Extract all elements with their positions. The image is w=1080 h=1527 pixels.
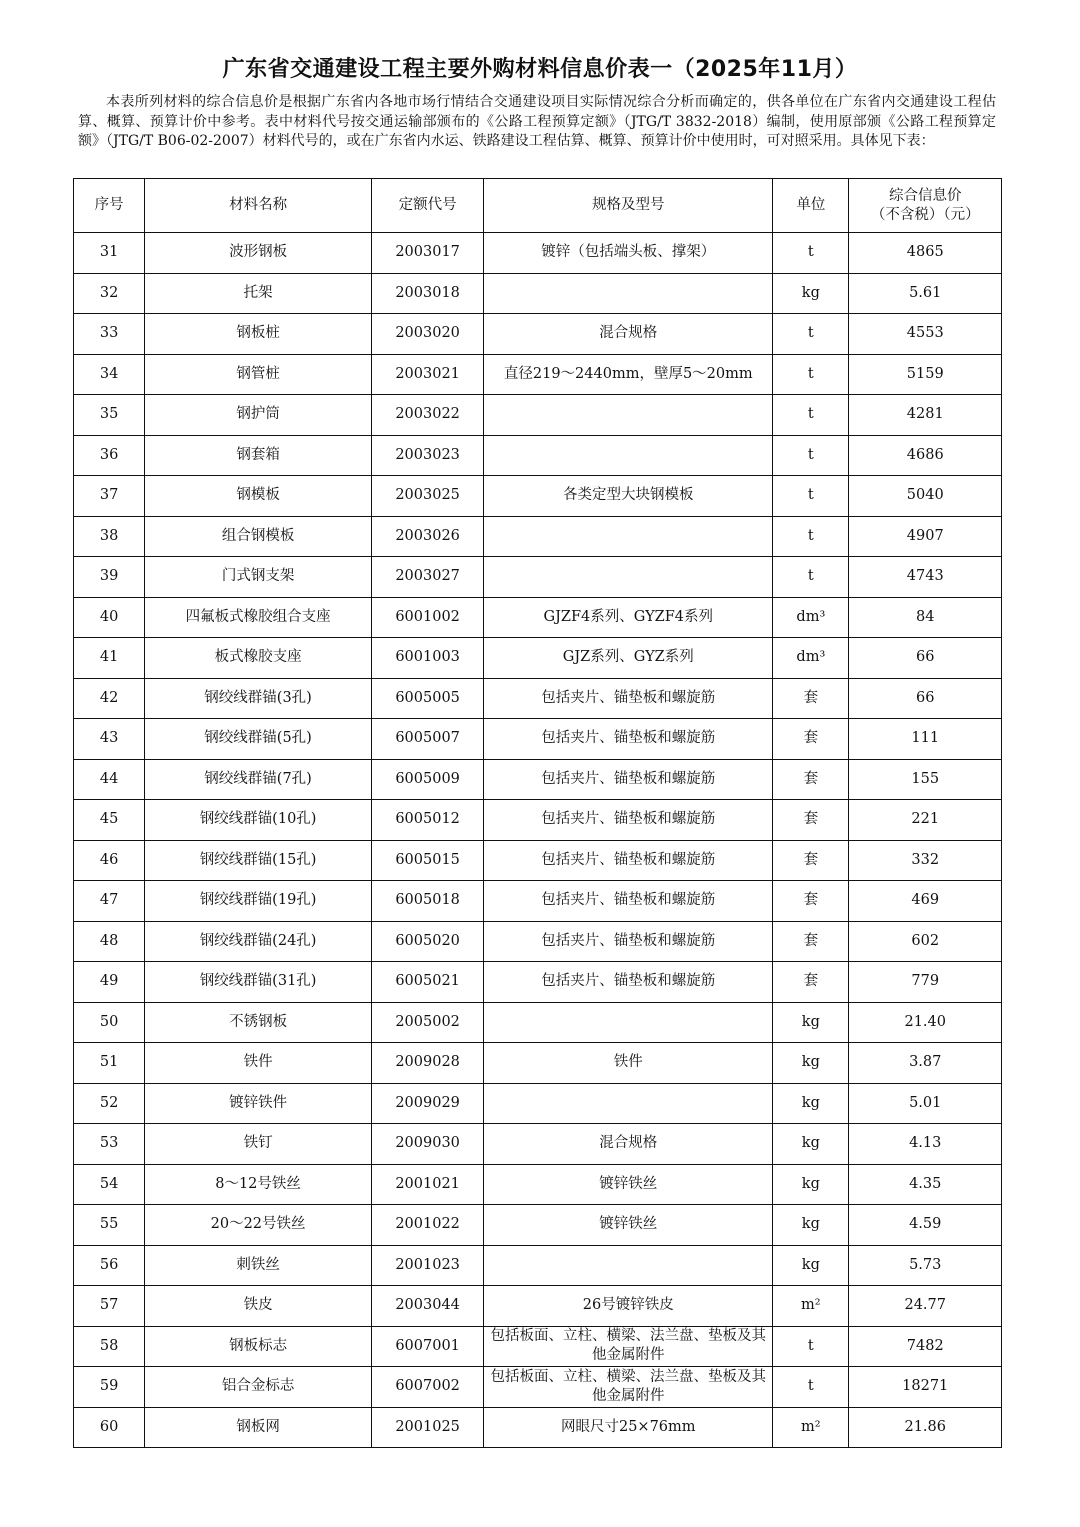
header-price-line2: （不含税）（元） bbox=[870, 206, 980, 223]
cell-unit: t bbox=[773, 354, 849, 395]
cell-unit: kg bbox=[773, 1124, 849, 1165]
cell-spec: 镀锌铁丝 bbox=[484, 1164, 773, 1205]
cell-code: 6001003 bbox=[371, 638, 483, 679]
cell-unit: 套 bbox=[773, 678, 849, 719]
intro-paragraph: 本表所列材料的综合信息价是根据广东省内各地市场行情结合交通建设项目实际情况综合分析而确定的，供各单位在广东省内交通建设工程估算、概算、预算计价中参考。表中材料代号按交通运输部颁布的《公路工程预算定额》（JTG/T 3832-2018）编制，使用原部颁《公路工程预算定额》（JTG/T B06-02-2007）材料代号的，或在广东省内水运、铁路建设工程估算、概算、预算计价中使用时，可对照采用。具体见下表： bbox=[78, 94, 996, 149]
cell-name: 钢板网 bbox=[145, 1407, 372, 1448]
cell-no: 44 bbox=[74, 759, 145, 800]
cell-price: 5.01 bbox=[849, 1083, 1002, 1124]
table-row bbox=[74, 1245, 1002, 1286]
cell-unit: kg bbox=[773, 1245, 849, 1286]
cell-code: 2009029 bbox=[371, 1083, 483, 1124]
cell-unit: kg bbox=[773, 1164, 849, 1205]
cell-spec: 铁件 bbox=[484, 1043, 773, 1084]
cell-code: 2005002 bbox=[371, 1002, 483, 1043]
cell-name: 铝合金标志 bbox=[145, 1367, 372, 1408]
cell-spec: 各类定型大块钢模板 bbox=[484, 476, 773, 517]
cell-spec: 包括夹片、锚垫板和螺旋筋 bbox=[484, 881, 773, 922]
cell-name: 钢绞线群锚(7孔) bbox=[145, 759, 372, 800]
cell-price: 4865 bbox=[849, 233, 1002, 274]
cell-unit: 套 bbox=[773, 719, 849, 760]
cell-name: 镀锌铁件 bbox=[145, 1083, 372, 1124]
cell-no: 59 bbox=[74, 1367, 145, 1408]
cell-unit: 套 bbox=[773, 881, 849, 922]
cell-price: 221 bbox=[849, 800, 1002, 841]
cell-no: 33 bbox=[74, 314, 145, 355]
table-row bbox=[74, 314, 1002, 355]
cell-no: 46 bbox=[74, 840, 145, 881]
cell-unit: t bbox=[773, 1326, 849, 1367]
cell-no: 53 bbox=[74, 1124, 145, 1165]
cell-no: 41 bbox=[74, 638, 145, 679]
header-spec: 规格及型号 bbox=[484, 179, 773, 233]
cell-code: 6005007 bbox=[371, 719, 483, 760]
cell-no: 51 bbox=[74, 1043, 145, 1084]
cell-spec: 包括夹片、锚垫板和螺旋筋 bbox=[484, 962, 773, 1003]
table-row bbox=[74, 354, 1002, 395]
table-row bbox=[74, 1083, 1002, 1124]
cell-spec: 26号镀锌铁皮 bbox=[484, 1286, 773, 1327]
cell-name: 刺铁丝 bbox=[145, 1245, 372, 1286]
cell-spec: 网眼尺寸25×76mm bbox=[484, 1407, 773, 1448]
cell-code: 6005015 bbox=[371, 840, 483, 881]
cell-spec bbox=[484, 1083, 773, 1124]
cell-spec: GJZ系列、GYZ系列 bbox=[484, 638, 773, 679]
cell-code: 6005020 bbox=[371, 921, 483, 962]
cell-no: 40 bbox=[74, 597, 145, 638]
cell-no: 58 bbox=[74, 1326, 145, 1367]
table-row bbox=[74, 273, 1002, 314]
cell-unit: t bbox=[773, 314, 849, 355]
cell-spec: 包括板面、立柱、横梁、法兰盘、垫板及其他金属附件 bbox=[484, 1326, 773, 1367]
cell-unit: t bbox=[773, 395, 849, 436]
cell-name: 钢绞线群锚(31孔) bbox=[145, 962, 372, 1003]
cell-spec bbox=[484, 435, 773, 476]
cell-name: 板式橡胶支座 bbox=[145, 638, 372, 679]
cell-no: 45 bbox=[74, 800, 145, 841]
header-price-line1: 综合信息价 bbox=[888, 187, 962, 204]
cell-code: 6007001 bbox=[371, 1326, 483, 1367]
cell-no: 36 bbox=[74, 435, 145, 476]
cell-unit: t bbox=[773, 435, 849, 476]
cell-code: 2001022 bbox=[371, 1205, 483, 1246]
cell-price: 5040 bbox=[849, 476, 1002, 517]
page-title: 广东省交通建设工程主要外购材料信息价表一（2025年11月） bbox=[222, 57, 858, 82]
cell-price: 24.77 bbox=[849, 1286, 1002, 1327]
table-row bbox=[74, 476, 1002, 517]
cell-unit: 套 bbox=[773, 921, 849, 962]
cell-price: 4.59 bbox=[849, 1205, 1002, 1246]
table-row bbox=[74, 678, 1002, 719]
cell-code: 6005021 bbox=[371, 962, 483, 1003]
cell-no: 55 bbox=[74, 1205, 145, 1246]
cell-unit: kg bbox=[773, 1043, 849, 1084]
cell-name: 托架 bbox=[145, 273, 372, 314]
cell-price: 155 bbox=[849, 759, 1002, 800]
cell-spec: 包括夹片、锚垫板和螺旋筋 bbox=[484, 921, 773, 962]
cell-spec: 包括夹片、锚垫板和螺旋筋 bbox=[484, 840, 773, 881]
cell-code: 2003020 bbox=[371, 314, 483, 355]
header-unit: 单位 bbox=[773, 179, 849, 233]
cell-price: 4907 bbox=[849, 516, 1002, 557]
header-no: 序号 bbox=[74, 179, 145, 233]
cell-price: 5.61 bbox=[849, 273, 1002, 314]
cell-spec: 包括夹片、锚垫板和螺旋筋 bbox=[484, 678, 773, 719]
cell-code: 6005005 bbox=[371, 678, 483, 719]
cell-no: 37 bbox=[74, 476, 145, 517]
cell-price: 18271 bbox=[849, 1367, 1002, 1408]
cell-price: 111 bbox=[849, 719, 1002, 760]
cell-price: 5.73 bbox=[849, 1245, 1002, 1286]
cell-code: 2003018 bbox=[371, 273, 483, 314]
cell-spec bbox=[484, 557, 773, 598]
cell-code: 6005009 bbox=[371, 759, 483, 800]
cell-price: 4281 bbox=[849, 395, 1002, 436]
cell-code: 2003025 bbox=[371, 476, 483, 517]
cell-no: 34 bbox=[74, 354, 145, 395]
cell-name: 铁钉 bbox=[145, 1124, 372, 1165]
cell-code: 2009030 bbox=[371, 1124, 483, 1165]
cell-price: 66 bbox=[849, 638, 1002, 679]
table-header-row bbox=[74, 179, 1002, 233]
table-row bbox=[74, 921, 1002, 962]
cell-spec: 镀锌铁丝 bbox=[484, 1205, 773, 1246]
cell-price: 7482 bbox=[849, 1326, 1002, 1367]
cell-no: 60 bbox=[74, 1407, 145, 1448]
cell-name: 波形钢板 bbox=[145, 233, 372, 274]
header-code: 定额代号 bbox=[371, 179, 483, 233]
cell-name: 钢绞线群锚(5孔) bbox=[145, 719, 372, 760]
cell-spec bbox=[484, 1002, 773, 1043]
cell-price: 84 bbox=[849, 597, 1002, 638]
cell-no: 50 bbox=[74, 1002, 145, 1043]
table-row bbox=[74, 516, 1002, 557]
cell-name: 钢模板 bbox=[145, 476, 372, 517]
cell-code: 2003021 bbox=[371, 354, 483, 395]
table-row bbox=[74, 1002, 1002, 1043]
cell-unit: 套 bbox=[773, 759, 849, 800]
table-row bbox=[74, 759, 1002, 800]
table-row bbox=[74, 233, 1002, 274]
cell-spec: 混合规格 bbox=[484, 1124, 773, 1165]
cell-name: 四氟板式橡胶组合支座 bbox=[145, 597, 372, 638]
cell-code: 2009028 bbox=[371, 1043, 483, 1084]
table-row bbox=[74, 1286, 1002, 1327]
cell-price: 332 bbox=[849, 840, 1002, 881]
cell-unit: t bbox=[773, 557, 849, 598]
cell-code: 2003026 bbox=[371, 516, 483, 557]
cell-price: 3.87 bbox=[849, 1043, 1002, 1084]
cell-no: 56 bbox=[74, 1245, 145, 1286]
cell-no: 49 bbox=[74, 962, 145, 1003]
table-row bbox=[74, 557, 1002, 598]
cell-code: 6001002 bbox=[371, 597, 483, 638]
table-row bbox=[74, 1164, 1002, 1205]
cell-name: 铁件 bbox=[145, 1043, 372, 1084]
table-row bbox=[74, 1326, 1002, 1367]
cell-name: 20～22号铁丝 bbox=[145, 1205, 372, 1246]
cell-price: 21.86 bbox=[849, 1407, 1002, 1448]
cell-no: 48 bbox=[74, 921, 145, 962]
table-row bbox=[74, 1407, 1002, 1448]
table-row bbox=[74, 719, 1002, 760]
cell-spec bbox=[484, 395, 773, 436]
cell-name: 钢护筒 bbox=[145, 395, 372, 436]
cell-no: 43 bbox=[74, 719, 145, 760]
header-price bbox=[849, 179, 1002, 233]
cell-no: 32 bbox=[74, 273, 145, 314]
cell-code: 2001023 bbox=[371, 1245, 483, 1286]
cell-code: 2003022 bbox=[371, 395, 483, 436]
cell-spec bbox=[484, 516, 773, 557]
cell-name: 铁皮 bbox=[145, 1286, 372, 1327]
cell-code: 2003044 bbox=[371, 1286, 483, 1327]
table-row bbox=[74, 638, 1002, 679]
cell-name: 钢套箱 bbox=[145, 435, 372, 476]
cell-name: 钢板标志 bbox=[145, 1326, 372, 1367]
cell-code: 6005012 bbox=[371, 800, 483, 841]
cell-spec: 包括夹片、锚垫板和螺旋筋 bbox=[484, 719, 773, 760]
cell-name: 钢板桩 bbox=[145, 314, 372, 355]
cell-unit: t bbox=[773, 516, 849, 557]
cell-unit: m² bbox=[773, 1286, 849, 1327]
table-row bbox=[74, 1367, 1002, 1408]
cell-price: 4743 bbox=[849, 557, 1002, 598]
cell-no: 38 bbox=[74, 516, 145, 557]
table-row bbox=[74, 881, 1002, 922]
cell-unit: 套 bbox=[773, 962, 849, 1003]
table-row bbox=[74, 435, 1002, 476]
cell-name: 8～12号铁丝 bbox=[145, 1164, 372, 1205]
cell-no: 42 bbox=[74, 678, 145, 719]
cell-code: 2003023 bbox=[371, 435, 483, 476]
cell-no: 39 bbox=[74, 557, 145, 598]
cell-unit: dm³ bbox=[773, 638, 849, 679]
cell-name: 组合钢模板 bbox=[145, 516, 372, 557]
cell-no: 31 bbox=[74, 233, 145, 274]
cell-code: 2003027 bbox=[371, 557, 483, 598]
cell-unit: t bbox=[773, 1367, 849, 1408]
cell-spec bbox=[484, 273, 773, 314]
table-row bbox=[74, 1124, 1002, 1165]
cell-spec: 直径219～2440mm，壁厚5～20mm bbox=[484, 354, 773, 395]
header-name: 材料名称 bbox=[145, 179, 372, 233]
cell-code: 2001021 bbox=[371, 1164, 483, 1205]
table-row bbox=[74, 1205, 1002, 1246]
cell-price: 4.35 bbox=[849, 1164, 1002, 1205]
cell-unit: kg bbox=[773, 1083, 849, 1124]
cell-code: 2003017 bbox=[371, 233, 483, 274]
cell-spec: 镀锌（包括端头板、撑架） bbox=[484, 233, 773, 274]
cell-no: 54 bbox=[74, 1164, 145, 1205]
cell-name: 钢绞线群锚(19孔) bbox=[145, 881, 372, 922]
table-body bbox=[74, 233, 1002, 1448]
cell-spec: 包括板面、立柱、横梁、法兰盘、垫板及其他金属附件 bbox=[484, 1367, 773, 1408]
cell-unit: m² bbox=[773, 1407, 849, 1448]
table-row bbox=[74, 840, 1002, 881]
cell-name: 钢绞线群锚(10孔) bbox=[145, 800, 372, 841]
cell-price: 469 bbox=[849, 881, 1002, 922]
cell-code: 6007002 bbox=[371, 1367, 483, 1408]
cell-no: 35 bbox=[74, 395, 145, 436]
cell-spec: 混合规格 bbox=[484, 314, 773, 355]
table-row bbox=[74, 597, 1002, 638]
cell-unit: kg bbox=[773, 1002, 849, 1043]
cell-code: 6005018 bbox=[371, 881, 483, 922]
cell-price: 66 bbox=[849, 678, 1002, 719]
cell-name: 不锈钢板 bbox=[145, 1002, 372, 1043]
cell-name: 钢管桩 bbox=[145, 354, 372, 395]
table-row bbox=[74, 1043, 1002, 1084]
table-row bbox=[74, 962, 1002, 1003]
cell-price: 4686 bbox=[849, 435, 1002, 476]
cell-unit: 套 bbox=[773, 840, 849, 881]
cell-unit: dm³ bbox=[773, 597, 849, 638]
cell-spec: GJZF4系列、GYZF4系列 bbox=[484, 597, 773, 638]
cell-unit: t bbox=[773, 476, 849, 517]
cell-spec: 包括夹片、锚垫板和螺旋筋 bbox=[484, 800, 773, 841]
cell-spec: 包括夹片、锚垫板和螺旋筋 bbox=[484, 759, 773, 800]
cell-unit: t bbox=[773, 233, 849, 274]
cell-price: 5159 bbox=[849, 354, 1002, 395]
cell-name: 钢绞线群锚(3孔) bbox=[145, 678, 372, 719]
cell-no: 52 bbox=[74, 1083, 145, 1124]
cell-code: 2001025 bbox=[371, 1407, 483, 1448]
cell-unit: kg bbox=[773, 273, 849, 314]
table-row bbox=[74, 395, 1002, 436]
cell-name: 门式钢支架 bbox=[145, 557, 372, 598]
cell-unit: kg bbox=[773, 1205, 849, 1246]
cell-price: 602 bbox=[849, 921, 1002, 962]
cell-name: 钢绞线群锚(24孔) bbox=[145, 921, 372, 962]
cell-spec bbox=[484, 1245, 773, 1286]
cell-price: 4.13 bbox=[849, 1124, 1002, 1165]
cell-name: 钢绞线群锚(15孔) bbox=[145, 840, 372, 881]
cell-price: 779 bbox=[849, 962, 1002, 1003]
cell-unit: 套 bbox=[773, 800, 849, 841]
cell-no: 47 bbox=[74, 881, 145, 922]
material-price-table bbox=[73, 178, 1002, 1448]
cell-price: 21.40 bbox=[849, 1002, 1002, 1043]
cell-no: 57 bbox=[74, 1286, 145, 1327]
cell-price: 4553 bbox=[849, 314, 1002, 355]
table-row bbox=[74, 800, 1002, 841]
